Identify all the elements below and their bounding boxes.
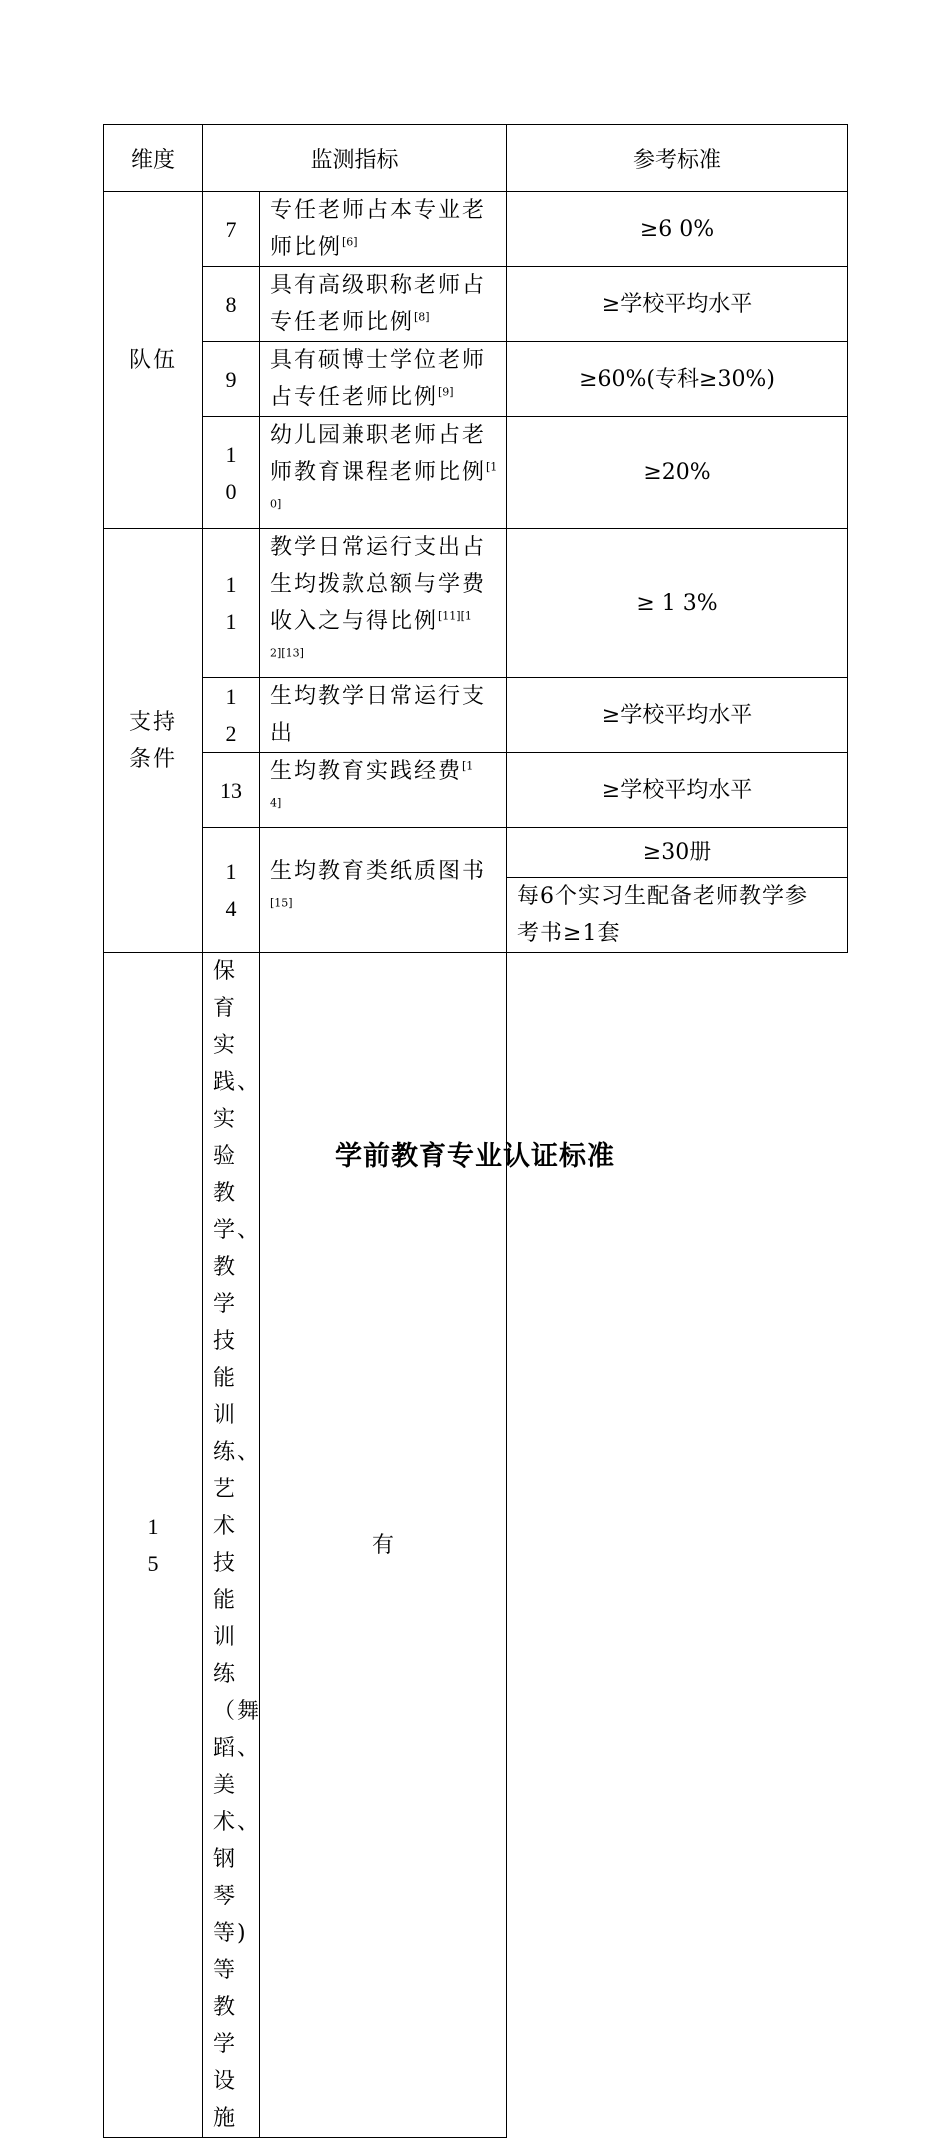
row-number: 9 <box>203 342 260 417</box>
row-number: 1 5 <box>104 953 203 2138</box>
indicator-cell: 专任老师占本专业老 师比例[6] <box>260 192 507 267</box>
header-dimension: 维度 <box>104 125 203 192</box>
row-number: 8 <box>203 267 260 342</box>
reference-cell: ≥学校平均水平 <box>507 753 848 828</box>
row-number: 1 0 <box>203 417 260 529</box>
row-number: 1 4 <box>203 828 260 953</box>
table-row <box>104 753 848 828</box>
indicator-cell: 生均教学日常运行支 出 <box>260 678 507 753</box>
row-number: 1 1 <box>203 529 260 678</box>
group-team: 队伍 <box>104 192 203 529</box>
table-row <box>104 828 848 878</box>
indicator-cell: 生均教育类纸质图书 [15] <box>260 828 507 953</box>
table-row <box>104 678 848 753</box>
indicator-cell: 生均教育实践经费$^{[1}$ $^{4]}$ <box>260 753 507 828</box>
row-number: 13 <box>203 753 260 828</box>
table-row <box>104 342 848 417</box>
table-row <box>104 417 848 529</box>
indicator-cell: 教学日常运行支出占 生均拨款总额与学费 收入之与得比例$^{[11][1}$ $^{2][13]}$ <box>260 529 507 678</box>
table-row <box>104 267 848 342</box>
reference-cell: ≥60%(专科≥30%) <box>507 342 848 417</box>
standards-table <box>103 124 848 2138</box>
reference-cell: ≥30册 <box>507 828 848 878</box>
reference-cell: ≥学校平均水平 <box>507 678 848 753</box>
table-header-row <box>104 125 848 192</box>
reference-cell: 每6个实习生配备老师教学参 考书≥1套 <box>507 878 848 953</box>
table-row <box>104 953 848 2138</box>
header-reference: 参考标准 <box>507 125 848 192</box>
indicator-cell: 具有高级职称老师占 专任老师比例[8] <box>260 267 507 342</box>
table-row <box>104 192 848 267</box>
table-row <box>104 529 848 678</box>
header-indicator: 监测指标 <box>203 125 507 192</box>
indicator-cell: 保育实践、实验教 学、教学技能训练、 艺术技能训练（舞 蹈、美术、钢琴等)等 教学设施 <box>203 953 260 2138</box>
reference-cell: 有 <box>260 953 507 2138</box>
row-number: 1 2 <box>203 678 260 753</box>
reference-cell: ≥ 1 3% <box>507 529 848 678</box>
indicator-cell: 具有硕博士学位老师 占专任老师比例[9] <box>260 342 507 417</box>
reference-cell: ≥20% <box>507 417 848 529</box>
document-caption: 学前教育专业认证标准 <box>335 1141 615 1172</box>
indicator-cell: 幼儿园兼职老师占老 师教育课程老师比例$^{[1}$ $^{0]}$ <box>260 417 507 529</box>
reference-cell: ≥6 0% <box>507 192 848 267</box>
reference-cell: ≥学校平均水平 <box>507 267 848 342</box>
row-number: 7 <box>203 192 260 267</box>
group-support: 支持 条件 <box>104 529 203 953</box>
